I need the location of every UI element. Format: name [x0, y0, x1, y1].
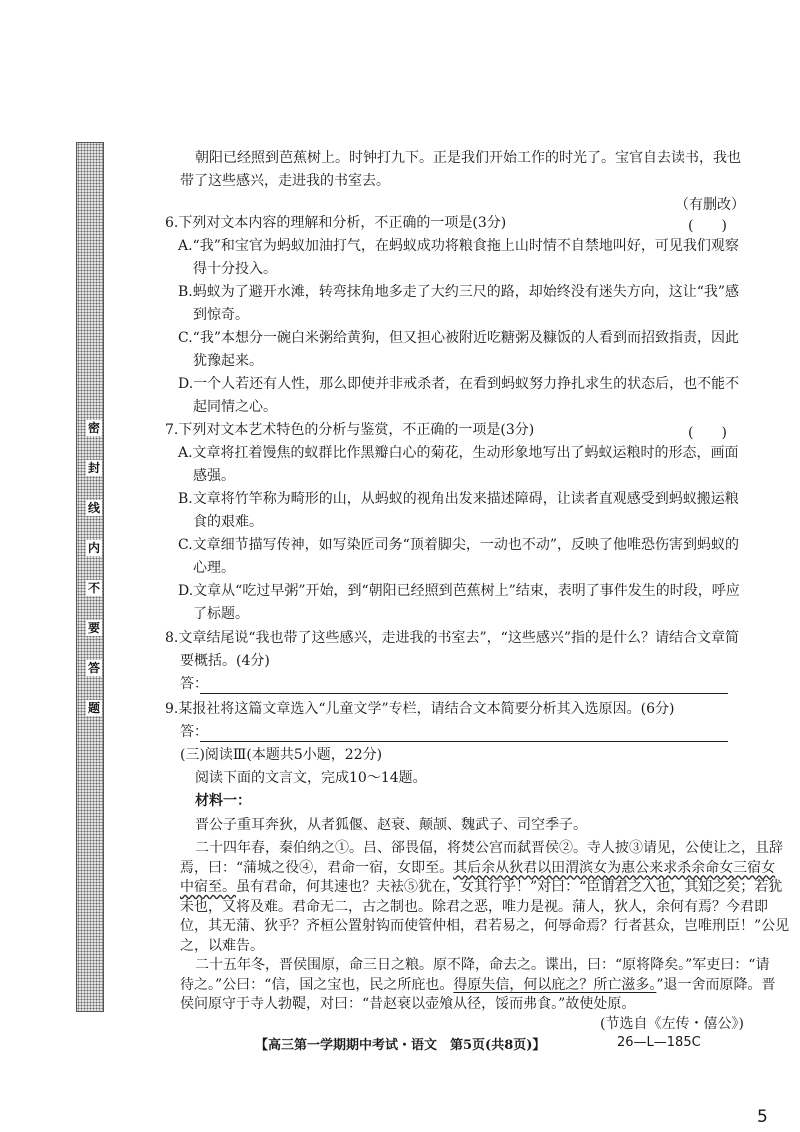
- option-c-cont: 心理。: [193, 560, 235, 576]
- classical-line: 焉，曰：“蒲城之役④，君命一宿，女即至。其后余从狄君以田渭滨女为惠公来求杀余命女三宿女: [180, 859, 776, 876]
- classical-line: 位，其无蒲、狄乎？齐桓公置射钩而使管仲相，君若易之，何辱命焉？行者甚众，岂唯刑臣！”公见: [180, 918, 790, 934]
- option-a: A.“我”和宝官为蚂蚁加油打气，在蚂蚁成功将粮食拖上山时情不自禁地叫好，可见我们观察: [178, 238, 739, 254]
- page-footer: 【高三第一学期期中考试・语文 第5页(共8页)】: [255, 1037, 546, 1053]
- answer-label: 答：: [180, 676, 208, 692]
- seal-char: 封: [87, 461, 100, 475]
- revision-note: （有删改）: [675, 197, 745, 213]
- material-label: 材料一：: [195, 793, 251, 809]
- option-d-cont: 了标题。: [193, 606, 249, 622]
- option-d: D.一个人若还有人性，那么即使并非戒杀者，在看到蚂蚁努力挣扎求生的状态后，也不能不: [178, 376, 740, 392]
- question-8-stem-cont: 要概括。(4分): [180, 653, 270, 669]
- underlined-text: 得原失信，何以庇之？所亡滋多。: [453, 976, 657, 993]
- seal-char: 题: [87, 701, 100, 715]
- question-9-stem: 9.某报社将这篇文章选入“儿童文学”专栏，请结合文本简要分析其入选原因。(6分): [165, 701, 675, 717]
- option-a-cont: 感强。: [193, 468, 235, 484]
- seal-char: 内: [87, 541, 100, 555]
- option-c: C.文章细节描写传神，如写染匠司务“顶着脚尖，一动也不动”，反映了他唯恐伤害到蚂蚁的: [178, 537, 739, 553]
- option-c-cont: 犹豫起来。: [193, 353, 263, 369]
- paper-code: 26—L—185C: [617, 1034, 701, 1050]
- wavy-underlined-text: 其后余从狄君以田渭滨女为惠公来求杀余命女三宿女: [453, 859, 776, 876]
- seal-char: 线: [87, 501, 100, 515]
- wavy-underlined-text: 中宿至。: [180, 879, 236, 895]
- answer-bracket: ( ): [688, 218, 727, 234]
- question-8-stem: 8.文章结尾说“我也带了这些感兴，走进我的书室去”，“这些感兴”指的是什么？请结合文章简: [165, 630, 739, 646]
- answer-line[interactable]: [200, 740, 728, 742]
- classical-line: 待之。”公曰：“信，国之宝也，民之所庇也。得原失信，何以庇之？所亡滋多。”退一舍而原降。晋: [180, 976, 776, 993]
- passage-line: 带了这些感兴，走进我的书室去。: [180, 173, 390, 189]
- option-a: A.文章将扛着馒焦的蚁群比作黑瓣白心的菊花，生动形象地写出了蚂蚁运粮时的形态，画面: [178, 445, 739, 461]
- seal-char: 密: [87, 421, 100, 435]
- classical-line: 未也，又将及难。君命无二，古之制也。除君之恶，唯力是视。蒲人，狄人，余何有焉？今君即: [180, 898, 768, 915]
- answer-line[interactable]: [200, 692, 728, 694]
- option-b: B.文章将竹竿称为畸形的山，从蚂蚁的视角出发来描述障碍，让读者直观感受到蚂蚁搬运粮: [178, 491, 739, 507]
- question-7-stem: 7.下列对文本艺术特色的分析与鉴赏，不正确的一项是(3分): [165, 422, 535, 438]
- classical-line: 侯问原守于寺人勃鞮，对曰：“昔赵衰以壶飧从径，馁而弗食。”故使处原。: [180, 996, 636, 1012]
- seal-char: 答: [87, 661, 100, 675]
- option-b-cont: 到惊奇。: [193, 307, 249, 323]
- option-b: B.蚂蚁为了避开水滩，转弯抹角地多走了大约三尺的路，却始终没有迷失方向，这让“我”感: [178, 284, 740, 300]
- source-citation: (节选自《左传・僖公》): [600, 1015, 744, 1032]
- seal-char: 不: [87, 581, 100, 595]
- option-d: D.文章从“吃过早粥”开始，到“朝阳已经照到芭蕉树上”结束，表明了事件发生的时段，呼应: [178, 583, 740, 599]
- classical-line: 二十四年春，秦伯纳之①。吕、郤畏偪，将焚公宫而弑晋侯②。寺人披③请见，公使让之，且辞: [195, 840, 783, 856]
- classical-line: 二十五年冬，晋侯围原，命三日之粮。原不降，命去之。谍出，曰：“原将降矣。”军吏曰：“请: [195, 957, 770, 973]
- question-6-stem: 6.下列对文本内容的理解和分析，不正确的一项是(3分): [165, 215, 507, 231]
- answer-bracket: ( ): [688, 425, 727, 441]
- option-d-cont: 起同情之心。: [193, 399, 277, 415]
- classical-line: 晋公子重耳奔狄，从者狐偃、赵衰、颠颉、魏武子、司空季子。: [195, 817, 587, 833]
- page-number: 5: [757, 1107, 768, 1127]
- section-heading: (三)阅读Ⅲ(本题共5小题，22分): [180, 747, 383, 763]
- classical-line: 中宿至。虽有君命，何其速也？夫袪⑤犹在，女其行乎！”对曰：“臣谓君之入也，其知之矣；若犹: [180, 879, 783, 895]
- section-instruction: 阅读下面的文言文，完成10～14题。: [195, 770, 427, 786]
- option-b-cont: 食的艰难。: [193, 514, 263, 530]
- option-a-cont: 得十分投入。: [193, 261, 277, 277]
- option-c: C.“我”本想分一碗白米粥给黄狗，但又担心被附近吃糖粥及糠饭的人看到而招致指责，因此: [178, 330, 739, 346]
- classical-line: 之，以难告。: [180, 937, 264, 954]
- seal-char: 要: [87, 621, 100, 635]
- answer-label: 答：: [180, 724, 208, 740]
- passage-line: 朝阳已经照到芭蕉树上。时钟打九下。正是我们开始工作的时光了。宝官自去读书，我也: [195, 150, 741, 166]
